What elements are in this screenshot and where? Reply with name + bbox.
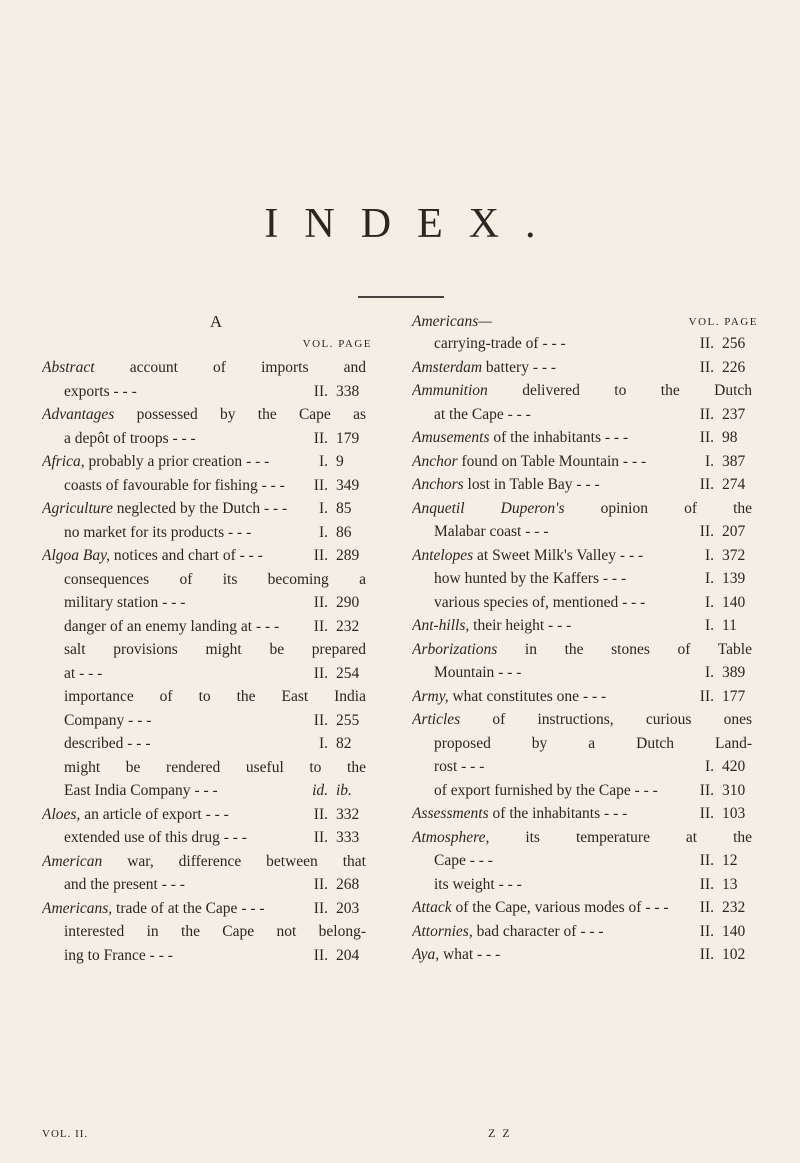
- entry-text: consequences of its becoming a: [64, 570, 366, 588]
- entry-volume: II.: [313, 664, 328, 682]
- entry-volume: I.: [704, 452, 714, 470]
- title-rule: [358, 296, 444, 298]
- entry-text: might be rendered useful to the: [64, 758, 366, 776]
- entry-page: 274: [722, 476, 746, 493]
- entry-page: 268: [336, 876, 360, 893]
- entry-text: Arborizations in the stones of Table: [412, 640, 752, 658]
- index-entry: [42, 756, 372, 780]
- index-entry: [42, 920, 372, 944]
- entry-page: 232: [722, 899, 746, 916]
- index-entry: [412, 356, 758, 380]
- index-entry: [412, 755, 758, 779]
- entry-volume: II.: [699, 781, 714, 799]
- entry-text: at - - -: [64, 664, 103, 682]
- entry-text: described - - -: [64, 735, 151, 752]
- entry-volume: I.: [318, 735, 328, 752]
- entry-text: salt provisions might be prepared: [64, 641, 366, 658]
- entry-text: importance of to the East India: [64, 688, 366, 705]
- entry-volume: II.: [313, 382, 328, 400]
- entry-page: 85: [336, 500, 352, 517]
- index-entry: [42, 403, 372, 427]
- entry-text: Articles of instructions, curious ones: [412, 711, 753, 728]
- entry-page: 102: [722, 946, 746, 963]
- index-entry: [412, 849, 758, 873]
- entry-text: Americans, trade of at the Cape - - -: [42, 899, 265, 917]
- entry-text: Advantages possessed by the Cape as: [42, 406, 367, 423]
- entry-text: its weight - - -: [434, 875, 522, 893]
- entry-volume: I.: [704, 546, 714, 564]
- index-entry: [42, 897, 372, 921]
- entry-volume: I.: [704, 570, 714, 587]
- index-entry: [412, 497, 758, 521]
- entry-volume: II.: [313, 476, 328, 494]
- index-entry: [412, 520, 758, 544]
- index-entry: [42, 732, 372, 756]
- entry-text: and the present - - -: [64, 876, 185, 893]
- index-entry: [42, 944, 372, 968]
- index-entry: [42, 873, 372, 897]
- entry-volume: I.: [318, 500, 328, 517]
- entry-page: ib.: [336, 782, 352, 799]
- index-entry: [412, 450, 758, 474]
- entry-text: Attornies, bad character of - - -: [412, 922, 604, 940]
- entry-volume: II.: [699, 922, 714, 940]
- entry-page: 310: [722, 781, 746, 799]
- entry-text: Mountain - - -: [434, 664, 522, 681]
- index-entry: [412, 544, 758, 568]
- index-entry: [412, 473, 758, 497]
- entry-volume: II.: [699, 523, 714, 540]
- left-column: [42, 312, 372, 967]
- index-entry: [42, 427, 372, 451]
- entry-volume: II.: [313, 429, 328, 447]
- entry-volume: II.: [313, 829, 328, 846]
- entry-text: a depôt of troops - - -: [64, 429, 196, 447]
- entry-volume: II.: [313, 946, 328, 964]
- entry-page: 98: [722, 429, 738, 446]
- entry-volume: II.: [313, 594, 328, 611]
- entry-text: Cape - - -: [434, 852, 493, 869]
- index-entry: [412, 732, 758, 756]
- entry-text: Company - - -: [64, 711, 152, 729]
- index-entry: [412, 567, 758, 591]
- section-letter: A: [209, 312, 223, 331]
- entry-volume: I.: [704, 664, 714, 681]
- entry-page: 9: [336, 453, 344, 470]
- entry-text: carrying-trade of - - -: [434, 335, 566, 352]
- entry-text: Assessments of the inhabitants - - -: [412, 805, 628, 822]
- right-column: [412, 312, 758, 967]
- entry-page: 204: [336, 946, 360, 964]
- entry-text: exports - - -: [64, 382, 137, 400]
- entry-volume: II.: [699, 429, 714, 446]
- entry-text: Atmosphere, its temperature at the: [412, 828, 753, 846]
- index-entry: [412, 779, 758, 803]
- entry-text: Army, what constitutes one - - -: [412, 687, 607, 705]
- entry-text: Aloes, an article of export - - -: [42, 805, 229, 823]
- entry-volume: II.: [313, 547, 328, 564]
- index-entry: [42, 568, 372, 592]
- entry-volume: id.: [312, 782, 328, 799]
- entry-page: 203: [336, 899, 360, 917]
- entry-volume: II.: [313, 711, 328, 729]
- index-entry: [412, 685, 758, 709]
- entry-volume: II.: [699, 335, 714, 352]
- entry-volume: II.: [699, 852, 714, 869]
- entry-page: 372: [722, 546, 746, 564]
- vol-page-header-left: VOL. PAGE: [302, 338, 372, 350]
- entry-text: Agriculture neglected by the Dutch - - -: [42, 500, 288, 517]
- vol-page-header-right: VOL. PAGE: [688, 316, 758, 328]
- left-entry-list: [42, 356, 372, 967]
- entry-page: 140: [722, 593, 746, 611]
- index-entry: [412, 826, 758, 850]
- index-entry: [412, 614, 758, 638]
- entry-volume: II.: [699, 358, 714, 376]
- index-entry: [412, 943, 758, 967]
- index-entry: [412, 802, 758, 826]
- entry-page: 255: [336, 711, 360, 729]
- entry-text: Anchor found on Table Mountain - - -: [412, 452, 647, 470]
- index-entry: [42, 803, 372, 827]
- entry-volume: I.: [704, 617, 714, 634]
- entry-text: various species of, mentioned - - -: [434, 593, 646, 611]
- entry-text: Antelopes at Sweet Milk's Valley - - -: [412, 546, 644, 564]
- entry-volume: I.: [318, 453, 328, 470]
- index-entry: [42, 497, 372, 521]
- index-entry: [412, 591, 758, 615]
- index-entry: [42, 521, 372, 545]
- index-entry: [42, 356, 372, 380]
- index-entry: [42, 826, 372, 850]
- entry-page: 86: [336, 523, 352, 541]
- entry-volume: II.: [699, 476, 714, 493]
- index-entry: [412, 638, 758, 662]
- index-entry: [42, 380, 372, 404]
- signature-mark: Z Z: [488, 1126, 512, 1140]
- entry-page: 289: [336, 547, 360, 564]
- entry-page: 237: [722, 405, 746, 423]
- index-entry: [412, 708, 758, 732]
- entry-text: Attack of the Cape, various modes of - - -: [412, 899, 669, 916]
- entry-page: 420: [722, 758, 746, 775]
- entry-page: 103: [722, 805, 746, 822]
- entry-volume: II.: [313, 805, 328, 823]
- entry-page: 256: [722, 335, 746, 352]
- entry-volume: I.: [704, 593, 714, 611]
- entry-page: 177: [722, 687, 746, 705]
- entry-volume: II.: [699, 899, 714, 916]
- entry-volume: II.: [313, 617, 328, 635]
- entry-page: 139: [722, 570, 746, 587]
- index-entry: [412, 896, 758, 920]
- entry-page: 179: [336, 429, 360, 447]
- entry-volume: II.: [699, 805, 714, 822]
- entry-page: 389: [722, 664, 746, 681]
- entry-text: Africa, probably a prior creation - - -: [42, 453, 270, 470]
- entry-page: 332: [336, 805, 360, 823]
- entry-page: 207: [722, 523, 746, 540]
- index-entry: [412, 920, 758, 944]
- entry-page: 226: [722, 358, 746, 376]
- entry-text: extended use of this drug - - -: [64, 829, 247, 846]
- index-title: INDEX.: [264, 201, 562, 247]
- volume-footer: VOL. II.: [42, 1128, 89, 1140]
- entry-text: East India Company - - -: [64, 782, 218, 799]
- index-entry: [42, 662, 372, 686]
- index-entry: [412, 332, 758, 356]
- entry-text: Amsterdam battery - - -: [412, 358, 557, 376]
- index-entry: [42, 615, 372, 639]
- entry-page: 140: [722, 922, 746, 940]
- entry-page: 387: [722, 452, 746, 470]
- right-entry-list: [412, 332, 758, 967]
- entry-text: Malabar coast - - -: [434, 523, 549, 540]
- entry-text: American war, difference between that: [42, 852, 366, 870]
- index-entry: [42, 850, 372, 874]
- entry-text: Abstract account of imports and: [42, 359, 367, 376]
- entry-text: no market for its products - - -: [64, 523, 252, 541]
- entry-volume: II.: [699, 687, 714, 705]
- entry-text: Aya, what - - -: [412, 946, 501, 963]
- entry-page: 349: [336, 476, 360, 494]
- entry-volume: I.: [704, 758, 714, 775]
- entry-page: 290: [336, 594, 360, 611]
- index-entry: [412, 873, 758, 897]
- index-entry: [42, 591, 372, 615]
- entry-text: Ant-hills, their height - - -: [412, 617, 572, 634]
- entry-page: 82: [336, 735, 352, 752]
- entry-text: proposed by a Dutch Land-: [434, 734, 752, 752]
- entry-text: danger of an enemy landing at - - -: [64, 617, 280, 635]
- entry-page: 13: [722, 875, 738, 893]
- entry-text: Anchors lost in Table Bay - - -: [412, 476, 600, 493]
- entry-text: interested in the Cape not belong-: [64, 923, 366, 940]
- entry-page: 12: [722, 852, 738, 869]
- entry-text: of export furnished by the Cape - - -: [434, 781, 658, 799]
- entry-volume: II.: [699, 405, 714, 423]
- index-entry: [42, 450, 372, 474]
- entry-page: 338: [336, 382, 360, 400]
- entry-page: 11: [722, 617, 737, 634]
- entry-text: Amusements of the inhabitants - - -: [412, 429, 629, 446]
- entry-text: Anquetil Duperon's opinion of the: [412, 499, 753, 517]
- entry-text: coasts of favourable for fishing - - -: [64, 476, 285, 494]
- entry-text: rost - - -: [434, 758, 485, 775]
- index-entry: [42, 779, 372, 803]
- entry-volume: II.: [699, 875, 714, 893]
- entry-page: 232: [336, 617, 360, 635]
- index-entry: [412, 661, 758, 685]
- index-entry: [42, 544, 372, 568]
- entry-page: 254: [336, 664, 360, 682]
- entry-text: how hunted by the Kaffers - - -: [434, 570, 627, 587]
- entry-page: 333: [336, 829, 360, 846]
- entry-volume: II.: [699, 946, 714, 963]
- entry-text: military station - - -: [64, 594, 186, 611]
- index-entry: [412, 426, 758, 450]
- entry-volume: II.: [313, 899, 328, 917]
- entry-volume: I.: [318, 523, 328, 541]
- entry-text: Algoa Bay, notices and chart of - - -: [42, 547, 263, 564]
- entry-text: at the Cape - - -: [434, 405, 531, 423]
- index-entry: [42, 685, 372, 709]
- entry-text: ing to France - - -: [64, 946, 173, 964]
- entry-volume: II.: [313, 876, 328, 893]
- index-entry: [412, 379, 758, 403]
- index-entry: [412, 403, 758, 427]
- index-entry: [42, 709, 372, 733]
- right-head-row: [412, 312, 758, 332]
- index-entry: [42, 474, 372, 498]
- continuation-header: Americans—: [412, 313, 493, 330]
- entry-text: Ammunition delivered to the Dutch: [412, 382, 753, 399]
- index-entry: [42, 638, 372, 662]
